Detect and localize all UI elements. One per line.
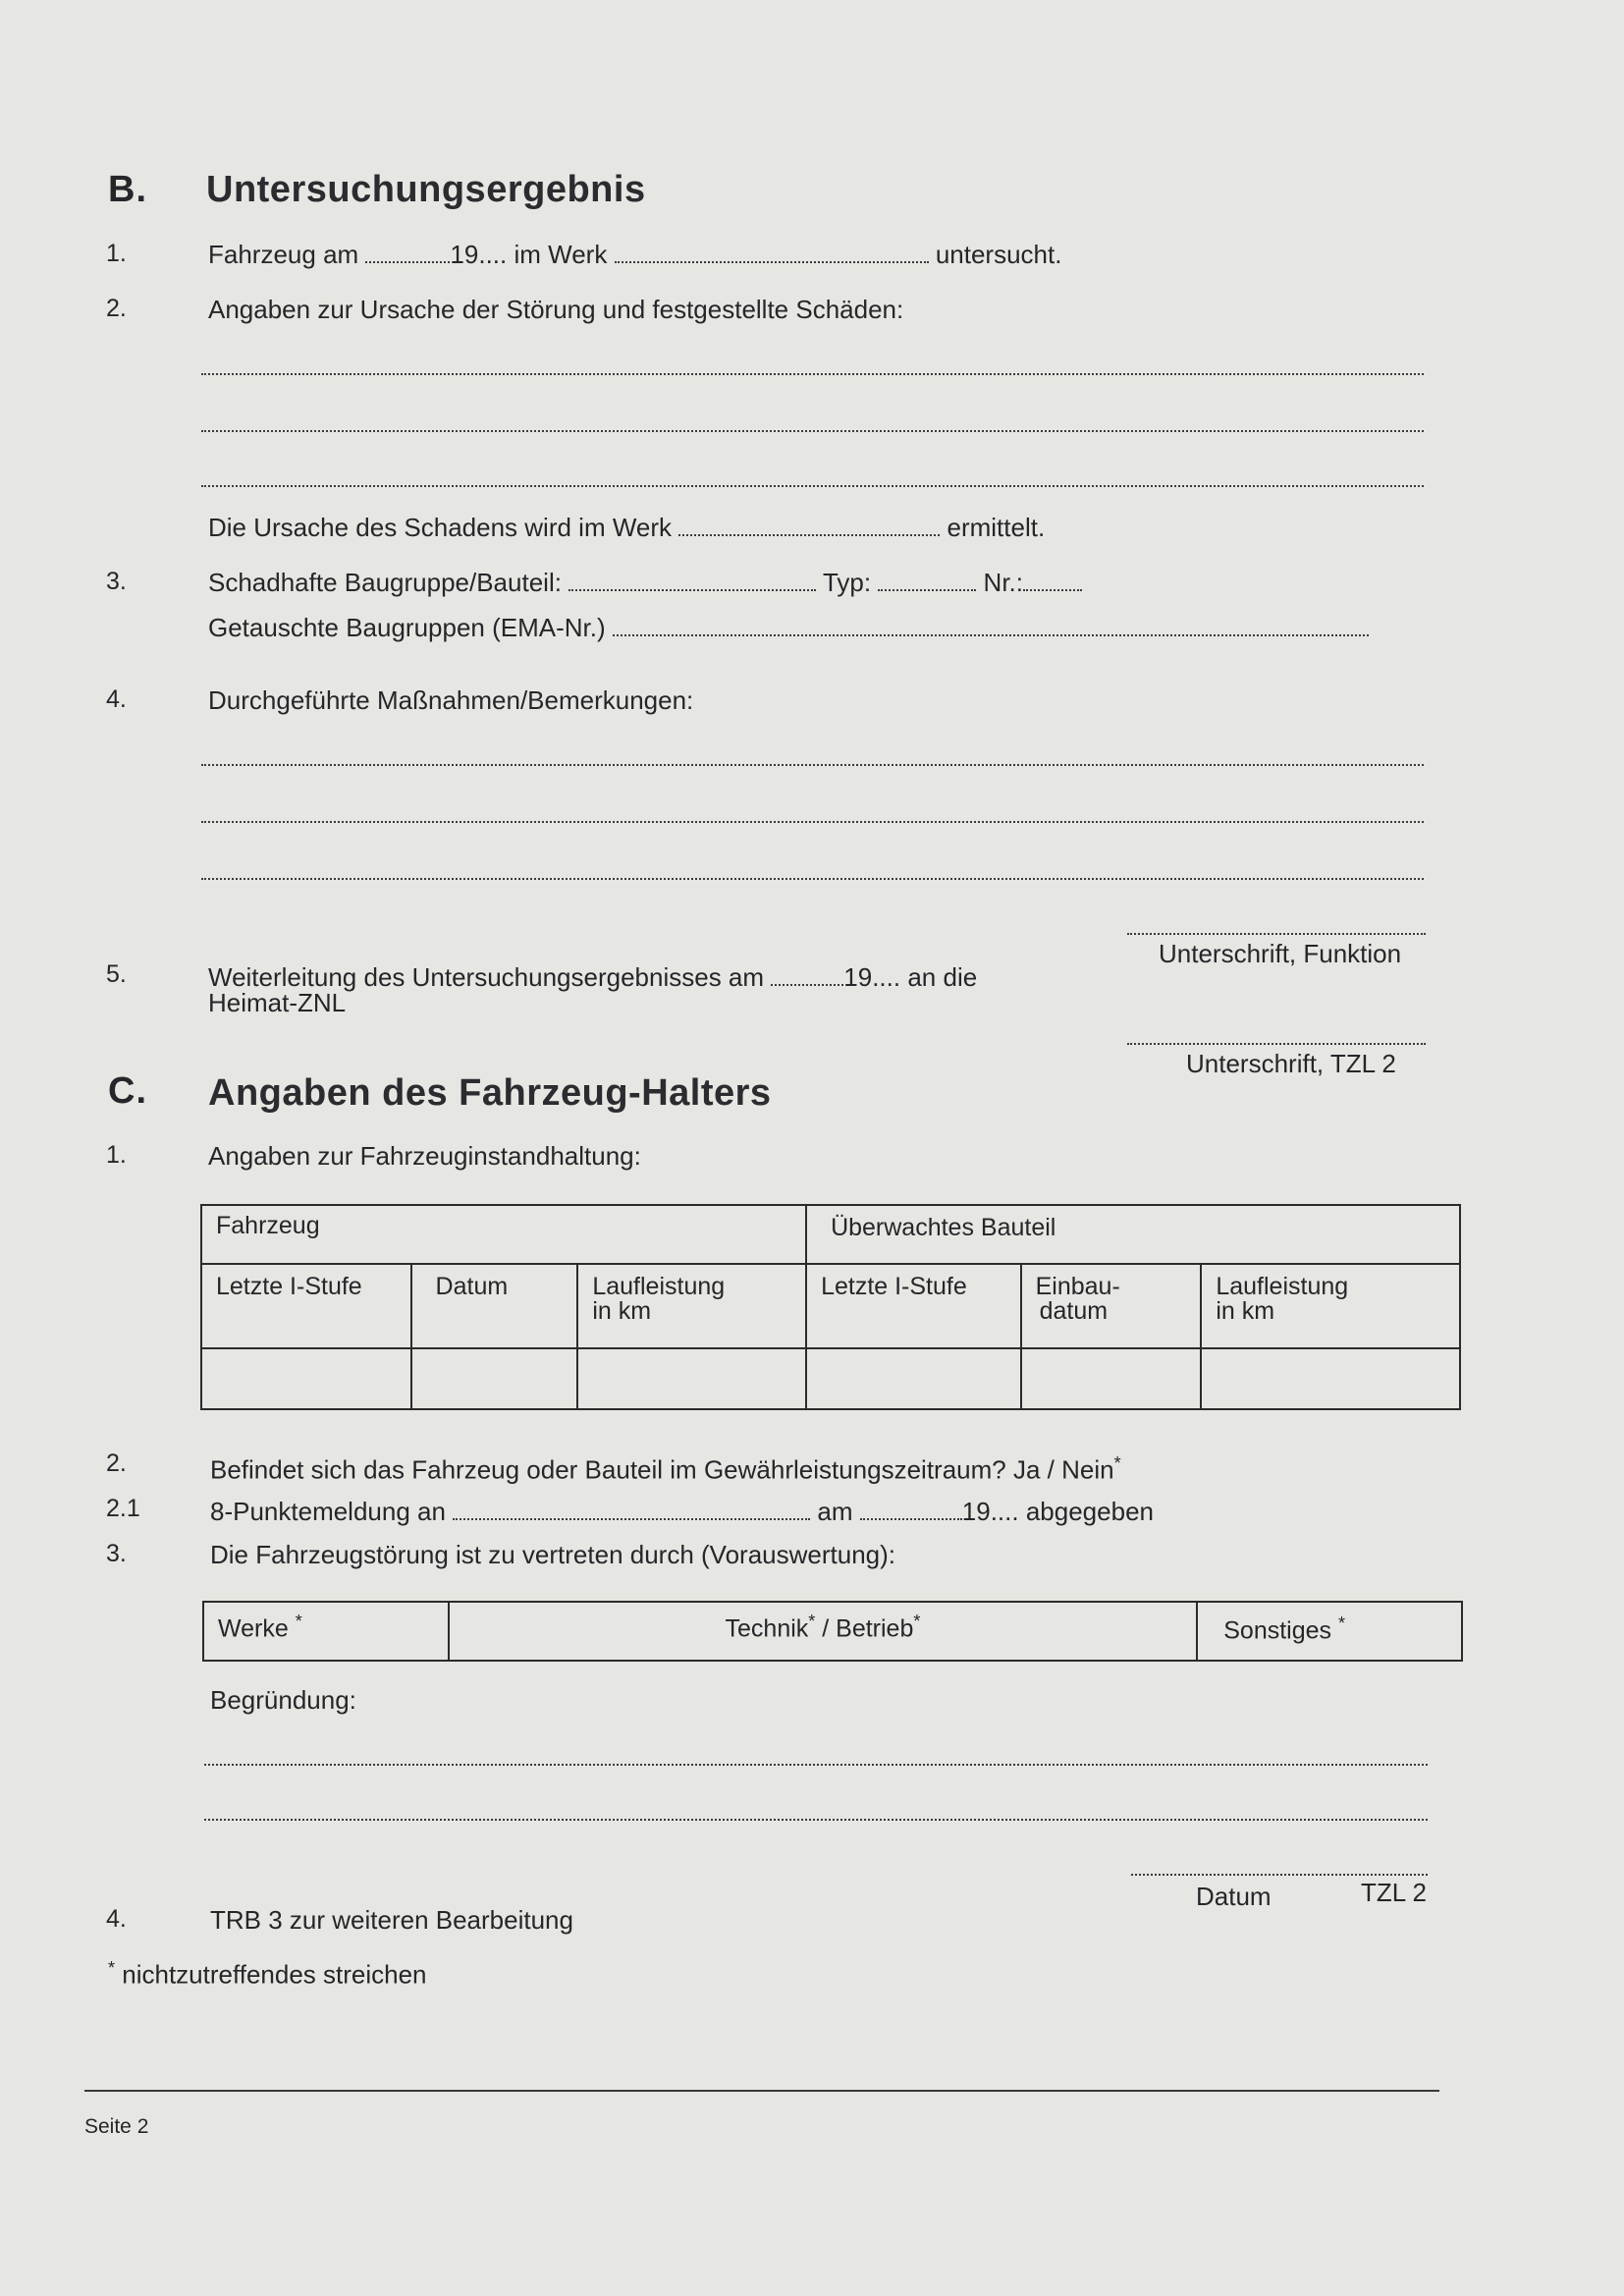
responsibility-table <box>202 1601 1463 1662</box>
item-c1-label: Angaben zur Fahrzeuginstandhaltung: <box>208 1141 641 1171</box>
col-laufleistung-fahrzeug-line1: Laufleistung <box>592 1273 726 1300</box>
forward-date-field[interactable] <box>771 984 843 986</box>
col-laufleistung-fahrzeug <box>577 1264 806 1348</box>
footnote-text: nichtzutreffendes streichen <box>122 1959 427 1990</box>
warranty-choice[interactable]: Ja / Nein <box>1012 1454 1114 1485</box>
section-b-title: Untersuchungsergebnis <box>206 169 646 210</box>
col-datum: Datum <box>411 1264 578 1348</box>
item-b1-number: 1. <box>106 240 127 267</box>
item-b5-number: 5. <box>106 960 127 988</box>
nr-field[interactable] <box>1023 589 1082 591</box>
cell-einbaudatum[interactable] <box>1021 1348 1202 1409</box>
begruendung-line-1[interactable] <box>204 1764 1428 1766</box>
item-b1-pre: Fahrzeug am <box>208 240 359 269</box>
item-c3-label: Die Fahrzeugstörung ist zu vertreten durch (Vorauswertung): <box>210 1540 896 1569</box>
item-b4-number: 4. <box>106 685 127 713</box>
meldung-year: 19.... <box>961 1497 1019 1526</box>
option-technik-label: Technik <box>725 1614 809 1643</box>
cause-pre: Die Ursache des Schadens wird im Werk <box>208 513 673 542</box>
signature-line-datum[interactable] <box>1131 1874 1428 1876</box>
item-b5-line2: Heimat-ZNL <box>208 988 347 1017</box>
meldung-date-field[interactable] <box>860 1518 962 1520</box>
col-letzte-i-stufe-fahrzeug: Letzte I-Stufe <box>201 1264 411 1348</box>
begruendung-label: Begründung: <box>210 1685 356 1715</box>
nr-label: Nr.: <box>983 568 1023 597</box>
item-c3-number: 3. <box>106 1540 127 1567</box>
measures-line-1[interactable] <box>201 764 1424 766</box>
cause-post: ermittelt. <box>947 513 1046 542</box>
warranty-star: * <box>1113 1453 1121 1473</box>
meldung-post: abgegeben <box>1025 1497 1154 1526</box>
col-einbaudatum-line2: datum <box>1039 1297 1109 1325</box>
cause-line-3[interactable] <box>201 485 1424 487</box>
measures-line-3[interactable] <box>201 878 1424 880</box>
option-werke-label: Werke <box>218 1614 289 1643</box>
option-technik-betrieb[interactable] <box>449 1602 1198 1661</box>
item-b3-line2 <box>208 613 1369 643</box>
table-group-fahrzeug: Fahrzeug <box>201 1205 806 1264</box>
col-laufleistung-bauteil-line2: in km <box>1216 1297 1275 1325</box>
item-b2-label: Angaben zur Ursache der Störung und festgestellte Schäden: <box>208 295 904 324</box>
cause-line-1[interactable] <box>201 373 1424 375</box>
col-laufleistung-bauteil-line1: Laufleistung <box>1216 1273 1349 1300</box>
option-technik-star: * <box>808 1612 816 1631</box>
item-b2-number: 2. <box>106 295 127 322</box>
item-c21-number: 2.1 <box>106 1495 140 1522</box>
col-einbaudatum <box>1021 1264 1202 1348</box>
option-sonstiges-star: * <box>1338 1613 1346 1633</box>
signature-line-tzl[interactable] <box>1127 1043 1426 1045</box>
option-betrieb-label: / Betrieb <box>822 1614 914 1643</box>
typ-field[interactable] <box>878 589 976 591</box>
bauteil-label: Schadhafte Baugruppe/Bauteil: <box>208 568 562 597</box>
section-c-letter: C. <box>108 1070 147 1112</box>
item-b3-number: 3. <box>106 568 127 595</box>
option-sonstiges[interactable] <box>1197 1602 1462 1661</box>
forward-year: 19.... <box>843 962 901 992</box>
item-c2-number: 2. <box>106 1449 127 1477</box>
col-einbaudatum-line1: Einbau- <box>1035 1273 1120 1300</box>
section-c-title: Angaben des Fahrzeug-Halters <box>208 1072 772 1114</box>
cause-line-2[interactable] <box>201 430 1424 432</box>
option-werke-star: * <box>295 1612 302 1631</box>
item-b4-label: Durchgeführte Maßnahmen/Bemerkungen: <box>208 685 694 715</box>
cell-laufleistung-fahrzeug[interactable] <box>577 1348 806 1409</box>
footnote-star: * <box>108 1958 116 1978</box>
item-b1-line <box>208 240 1061 270</box>
signature-tzl-label: Unterschrift, TZL 2 <box>1186 1049 1396 1078</box>
item-b1-post: untersucht. <box>935 240 1062 269</box>
option-betrieb-star: * <box>913 1612 921 1631</box>
werk-field[interactable] <box>615 261 929 263</box>
warranty-question: Befindet sich das Fahrzeug oder Bauteil im Gewährleistungszeitraum? <box>210 1454 1006 1485</box>
item-c21-line <box>210 1497 1154 1527</box>
meldung-am: am <box>817 1497 853 1526</box>
begruendung-line-2[interactable] <box>204 1819 1428 1821</box>
meldung-field[interactable] <box>453 1518 810 1520</box>
signature-tzl2-label: TZL 2 <box>1361 1878 1427 1907</box>
getauscht-field[interactable] <box>613 634 1369 636</box>
cell-letzte-i-stufe-fahrzeug[interactable] <box>201 1348 411 1409</box>
section-b-letter: B. <box>108 169 147 210</box>
item-b3-line1 <box>208 568 1082 598</box>
signature-line-function[interactable] <box>1127 933 1426 935</box>
item-c4-label: TRB 3 zur weiteren Bearbeitung <box>210 1905 573 1935</box>
signature-function-label: Unterschrift, Funktion <box>1159 939 1402 968</box>
typ-label: Typ: <box>822 568 872 597</box>
item-c1-number: 1. <box>106 1141 127 1169</box>
cause-line <box>208 513 1045 543</box>
footer-rule <box>84 2090 1439 2092</box>
meldung-pre: 8-Punktemeldung an <box>210 1497 446 1526</box>
footnote <box>108 1958 427 1991</box>
cell-letzte-i-stufe-bauteil[interactable] <box>806 1348 1021 1409</box>
col-letzte-i-stufe-bauteil: Letzte I-Stufe <box>806 1264 1021 1348</box>
item-b1-year: 19.... <box>450 240 508 269</box>
col-laufleistung-fahrzeug-line2: in km <box>592 1297 652 1325</box>
cell-laufleistung-bauteil[interactable] <box>1201 1348 1460 1409</box>
page-number: Seite 2 <box>84 2115 149 2138</box>
bauteil-field[interactable] <box>568 589 816 591</box>
getauscht-label: Getauschte Baugruppen (EMA-Nr.) <box>208 613 606 642</box>
maintenance-table <box>200 1204 1461 1410</box>
forward-post: an die <box>907 962 978 992</box>
option-werke[interactable] <box>203 1602 449 1661</box>
item-c2-line <box>210 1453 1121 1486</box>
item-b1-werk: im Werk <box>514 240 608 269</box>
cause-werk-field[interactable] <box>678 534 940 536</box>
col-laufleistung-bauteil <box>1201 1264 1460 1348</box>
cell-datum[interactable] <box>411 1348 578 1409</box>
option-sonstiges-label: Sonstiges <box>1223 1616 1332 1645</box>
item-c4-number: 4. <box>106 1905 127 1933</box>
date-field[interactable] <box>365 261 450 263</box>
measures-line-2[interactable] <box>201 821 1424 823</box>
forward-pre: Weiterleitung des Untersuchungsergebnisses am <box>208 962 765 992</box>
signature-datum-label: Datum <box>1196 1882 1272 1911</box>
table-group-bauteil: Überwachtes Bauteil <box>806 1205 1460 1264</box>
